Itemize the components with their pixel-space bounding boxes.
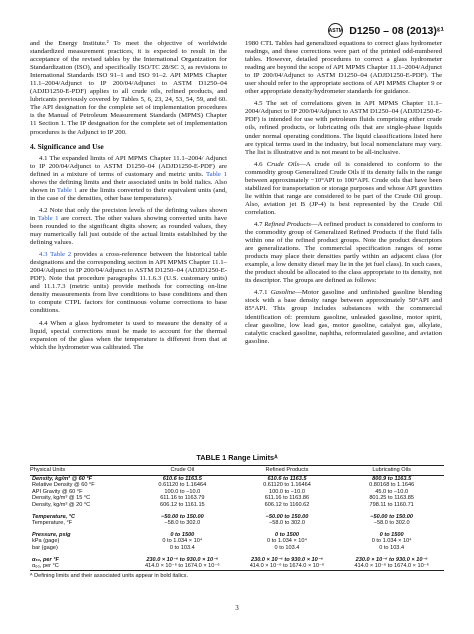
table-row [30, 520, 444, 527]
table-cell: 414.0 × 10⁻⁶ to 1674.0 × 10⁻⁶ [235, 563, 340, 570]
table-cell: −50.00 to 150.00 [160, 513, 204, 520]
table-cell: 230.0 × 10⁻⁶ to 930.0 × 10⁻⁶ [355, 556, 428, 563]
table-cell: 0 to 103.4 [379, 544, 405, 551]
left-column [30, 40, 227, 356]
table-cell: 414.0 × 10⁻⁶ to 1674.0 × 10⁻⁶ [130, 563, 235, 570]
table-cell: 611.16 to 1163.86 [264, 495, 310, 502]
table-cell: Temperature, °F [32, 520, 73, 527]
table-cell: 100.0 to −10.0 [164, 488, 201, 495]
table-1-link[interactable]: Table 1 [56, 186, 78, 194]
table-row [30, 489, 444, 496]
table-cell: −58.0 to 302.0 [164, 520, 201, 527]
page-number: 3 [235, 604, 239, 612]
range-limits-table [30, 465, 444, 571]
column-header: Crude Oil [130, 466, 235, 476]
paragraph-intro-cont: and the Energy Institute.² To meet the objective of worldwide standardized measurement practices, it is expected to result in the acceptance of the revised tables by the International Organization for Standardization (ISO), and specifically ISO/TC 28/SC 3, as revisions to International Standards ISO 91–1 and ISO 91–2. API MPMS Chapter 11.1–2004/Adjunct to IP 200/04/Adjunct to ASTM D1250–04 (ADJD1250-E-PDF) applies to all crude oils, refined products, and lubricants previously covered by Tables 5, 6, 23, 24, 53, 54, 59, and 60. The API designation for the complete set of implementation procedures is the Manual of Petroleum Measurement Standards (MPMS) Chapter 11 Section 1. The IP designation for the complete set of implementation procedures is the Adjunct to IP 200. [30, 40, 227, 136]
table-cell: 798.11 to 1160.71 [369, 501, 414, 508]
table-row [30, 545, 444, 552]
table-cell: Pressure, psig [32, 531, 71, 538]
table-body [30, 475, 444, 570]
table-cell: 230.0 × 10⁻⁶ to 930.0 × 10⁻⁶ [146, 556, 219, 563]
paragraph-4-7-1: 4.7.1 Gasoline—Motor gasoline and unfinished gasoline blending stock with a base density range between approximately 50°API and 85°API. This group includes substances with the commercial identification of: premium gasoline, unleaded gasoline, motor spirit, clear gasoline, low lead gas, motor gasoline, catalyst gas, alkylate, catalytic cracked gasoline, naphtha, reformulated gasoline, and aviation gasoline. [245, 289, 443, 345]
table-cell: 0 to 1500 [170, 531, 195, 538]
paragraph-4-4: 4.4 When a glass hydrometer is used to measure the density of a liquid, special corrections must be made to account for the thermal expansion of the glass when the temperature is different from that at which the hydrometer was calibrated. The [30, 319, 227, 351]
table-1-link[interactable]: Table 1 [37, 214, 59, 222]
table-cell: 0 to 1.034 × 10⁴ [267, 538, 307, 545]
table-row [30, 475, 444, 482]
paragraph-4-4-cont: 1980 CTL Tables had generalized equations to correct glass hydrometer readings, and these corrections were part of the printed odd-numbered tables. However, detailed procedures to correct a glass hydrometer reading are beyond the scope of API MPMS Chapter 11.1–2004/Adjunct to IP 200/04/Adjunct to ASTM D1250–04 (ADJD1250-E-PDF). The user should refer to the appropriate sections of API MPMS Chapter 9 or other appropriate density/hydrometer standards for guidance. [245, 40, 442, 96]
table-footnote: ᴬ Defining limits and their associated units appear in bold italics. [30, 572, 188, 579]
table-row [30, 538, 444, 545]
table-cell: 230.0 × 10⁻⁶ to 930.0 × 10⁻⁶ [250, 556, 323, 563]
astm-logo-icon: ASTM [328, 23, 343, 38]
paragraph-4-5: 4.5 The set of correlations given in API MPMS Chapter 11.1–2004/Adjunct to IP 200/04/Adjunct to ASTM D1250–04 (ADJD1250-E-PDF) is intended for use with petroleum fluids comprising either crude oils, refined products, or lubricating oils that are single-phase liquids under normal operating conditions. The liquid classifications listed here are typical terms used in the industry, but local nomenclature may vary. The list is illustrative and is not meant to be all-inclusive. [245, 100, 442, 156]
table-cell: 414.0 × 10⁻⁶ to 1674.0 × 10⁻⁶ [339, 563, 444, 570]
table-cell: 801.25 to 1163.85 [369, 495, 414, 502]
paragraph-4-3: 4.3 Table 2 provides a cross-reference between the historical table designations and the corresponding section in API MPMS Chapter 11.1–2004/Adjunct to IP 200/04/Adjunct to ASTM D1250–04 (ADJD1250-E-PDF). Note that procedure paragraphs 11.1.6.3 (U.S. customary units) and 11.1.7.3 (metric units) provide methods for correcting on-line density measurements from live conditions to base conditions and then to compute CTPL factors for continuous volume corrections to base conditions. [30, 251, 227, 315]
paragraph-4-6: 4.6 Crude Oils—A crude oil is considered to conform to the commodity group Generalized Crude Oils if its density falls in the range between approximately −10°API to 100°API. Crude oils that have been stabilized for transportation or storage purposes and whose API gravities lie within that range are considered to be part of the Crude Oil group. Also, aviation jet B (JP-4) is best represented by the Crude Oil correlation. [245, 160, 442, 216]
table-cell: 0.61120 to 1.16464 [263, 482, 311, 489]
table-cell: 0.61120 to 1.16464 [158, 482, 207, 489]
right-column [245, 40, 442, 350]
table-cell: 45.0 to −10.0 [375, 488, 409, 495]
column-header: Lubricating Oils [339, 466, 444, 476]
table-cell: α₆₀, per °F [32, 556, 59, 563]
table-cell: bar (gage) [32, 544, 58, 551]
table-cell: −50.00 to 150.00 [370, 513, 414, 520]
table-cell: 0 to 103.4 [169, 544, 195, 551]
table-cell: kPa (gage) [32, 538, 60, 545]
table-row [30, 514, 444, 521]
table-cell: α₆₀, per °C [30, 563, 130, 570]
paragraph-4-1: 4.1 The expanded limits of API MPMS Chapter 11.1–2004/ Adjunct to IP 200/04/Adjunct to ASTM D1250–04 (ADJD1250-E-PDF) are defined in a mixture of terms of customary and metric units. Table 1 shows the defining limits and their associated units in bold italics. Also shown in Table 1 are the limits converted to their equivalent units (and, in the case of the densities, other base temperatures). [30, 154, 227, 202]
table-cell: 0.80168 to 1.1646 [369, 482, 415, 489]
table-cell: 606.12 to 1161.15 [159, 501, 205, 508]
table-cell: Relative Density @ 60 °F [32, 482, 95, 489]
paragraph-4-7: 4.7 Refined Products—A refined product is considered to conform to the commodity group of Generalized Refined Products if the fluid falls within one of the refined product groups. Note the product descriptors are generalizations. The commercial specification ranges of some products may place their densities partly within an adjacent class (for example, a low density diesel may lie in the jet fuel class). In such cases, the product should be allocated to the class appropriate to its density, not its descriptor. The groups are defined as follows: [245, 220, 443, 285]
table-row [30, 495, 444, 502]
table-cell: 0 to 1.034 × 10⁴ [371, 538, 412, 545]
table-row [30, 563, 444, 570]
page-header [328, 23, 444, 38]
table-cell: 0 to 1500 [275, 531, 299, 538]
section-heading-4: 4. Significance and Use [30, 141, 104, 151]
table-cell: Density, kg/m³ @ 20 °C [32, 501, 91, 508]
table-cell: −58.0 to 302.0 [269, 520, 305, 527]
table-title: TABLE 1 Range Limitsᴬ [196, 453, 278, 462]
column-header: Physical Units [30, 466, 130, 476]
table-cell: 0 to 1500 [379, 531, 404, 538]
table-2-link[interactable]: 4.3 Table 2 [39, 251, 72, 259]
table-cell: Density, kg/m³ @ 15 °C [32, 495, 91, 502]
column-header: Refined Products [235, 466, 340, 476]
paragraph-4-2: 4.2 Note that only the precision levels of the defining values shown in Table 1 are correct. The other values showing converted units have been rounded to the significant digits shown; as rounded values, they may numerically fall just outside of the actual limits established by the defining values. [30, 206, 227, 247]
table-cell: Density, kg/m³ @ 60 °F [32, 475, 93, 482]
table-cell: 611.16 to 1163.79 [160, 495, 205, 502]
table-cell: 610.6 to 1163.5 [162, 475, 202, 482]
table-1-link[interactable]: Table 1 [205, 170, 227, 178]
table-cell: 100.0 to −10.0 [269, 488, 305, 495]
table-cell: 606.12 to 1160.62 [264, 501, 310, 508]
table-cell: −58.0 to 302.0 [373, 520, 410, 527]
table-cell: 0 to 103.4 [274, 544, 300, 551]
table-row [30, 482, 444, 489]
table-cell: 800.9 to 1163.5 [372, 475, 412, 482]
table-cell: −50.00 to 150.00 [265, 513, 309, 520]
table-cell: 0 to 1.034 × 10⁴ [162, 538, 203, 545]
range-limits-table-section [30, 453, 444, 579]
table-cell: 610.6 to 1163.5 [267, 475, 307, 482]
designation: D1250 – 08 (2013)ᵋ¹ [349, 24, 444, 37]
table-cell: Temperature, °C [32, 513, 76, 520]
table-cell: API Gravity @ 60 °F [32, 488, 83, 495]
table-row [30, 502, 444, 509]
